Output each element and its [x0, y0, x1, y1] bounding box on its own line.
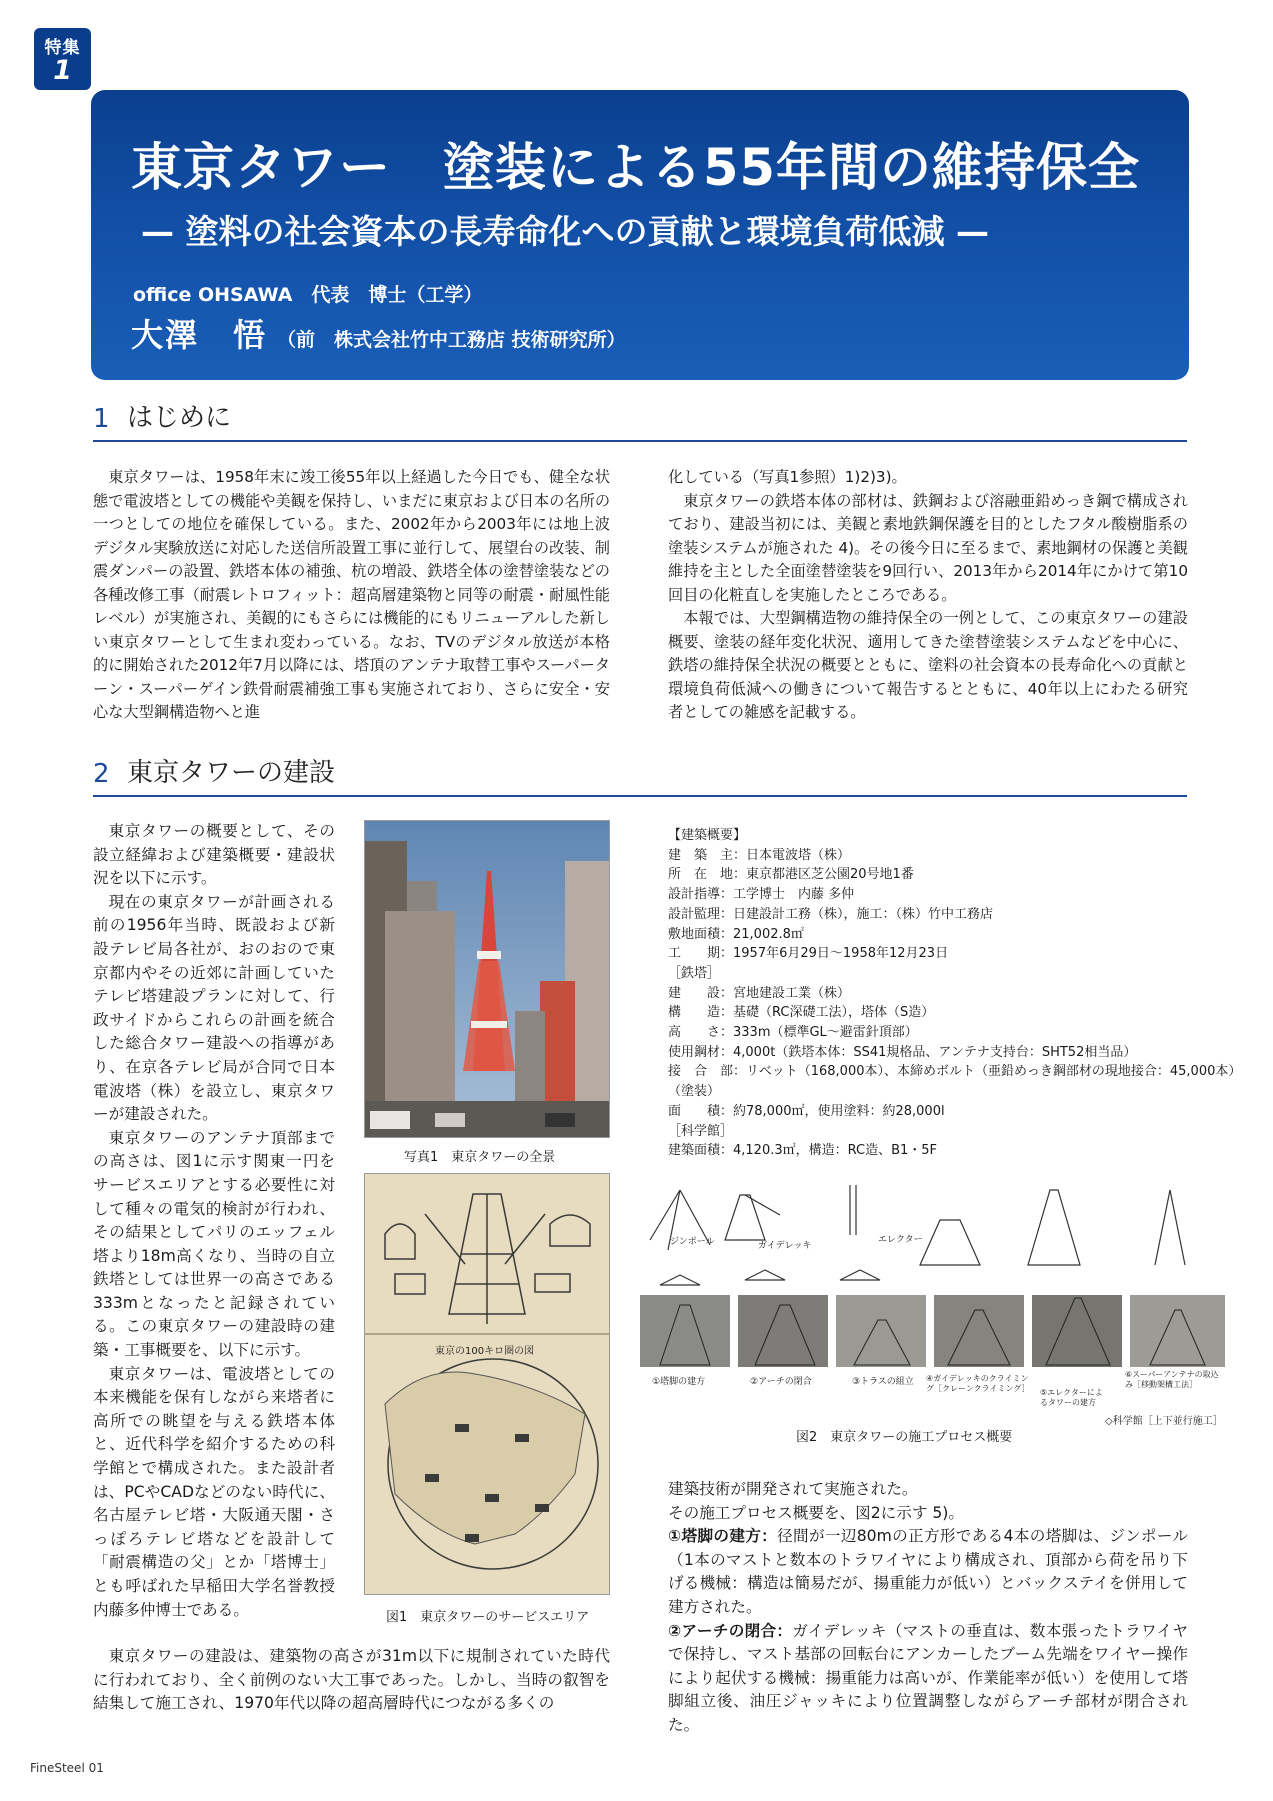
fig2-label-erector: エレクター	[878, 1235, 923, 1245]
fig2-caption: 図2 東京タワーの施工プロセス概要	[796, 1430, 1013, 1445]
fig2-science-hall-note: ◇科学館［上下並行施工］	[1105, 1416, 1223, 1427]
spec-line: 設計監理：日建設計工務（株），施工：（株）竹中工務店	[668, 906, 994, 922]
author-line	[131, 310, 626, 356]
spec-line: ［鉄塔］	[668, 965, 721, 981]
section-number: 2	[93, 759, 110, 789]
tokyo-tower-photo-graphic	[365, 821, 609, 1137]
spec-line: ［科学館］	[668, 1123, 734, 1139]
spec-line: 工 期：1957年6月29日～1958年12月23日	[668, 946, 949, 962]
title-banner	[91, 90, 1189, 380]
photo1-caption: 写真1 東京タワーの全景	[404, 1150, 556, 1165]
spec-line: 高 さ：333m（標準GL～避雷針頂部）	[668, 1025, 918, 1041]
paragraph: 現在の東京タワーが計画される前の1956年当時、既設および新設テレビ局各社が、おのおので東京都内やその近郊に計画していたテレビ塔建設プランに対して、行政サイドからこれらの計画を統合した総合タワー建設への指導があり、在京各テレビ局が合同で日本電波塔（株）を設立し、東京タワーが建設された。	[93, 892, 335, 1124]
fig2-step-6: ⑥スーパーアンテナの取込み［移動架構工法］	[1125, 1370, 1219, 1389]
spec-line: 面 積：約78,000㎡，使用塗料：約28,000l	[668, 1103, 945, 1119]
spec-line: （塗装）	[668, 1084, 721, 1100]
section-heading-2	[93, 755, 1187, 797]
step2-text: ガイデレッキ（マストの垂直は、数本張ったトラワイヤで保持し、マスト基部の回転台にアンカーしたブーム先端をワイヤー操作により起伏する機械：揚重能力は高いが、作業能率が低い）を使用して塔脚組立後、油圧ジャッキにより位置調整しながらアーチ部材が閉合された。	[668, 1621, 1188, 1734]
fig1-caption: 図1 東京タワーのサービスエリア	[386, 1610, 590, 1625]
fig2-step-4: ④ガイデレッキのクライミング［クレーンクライミング］	[926, 1374, 1030, 1393]
fig2-step-2: ②アーチの閉合	[750, 1377, 812, 1387]
paragraph: 東京タワーの建設は、建築物の高さが31m以下に規制されていた時代に行われており、全く前例のない大工事であった。しかし、当時の叡智を結集して施工され、1970年代以降の超高層時代につながる多くの	[93, 1647, 610, 1713]
spec-line: 使用鋼材：4,000t（鉄塔本体：SS41規格品、アンテナ支持台：SHT52相当品）	[668, 1044, 1137, 1060]
spec-line: 所 在 地：東京都港区芝公園20号地1番	[668, 867, 914, 883]
spec-line: 設計指導：工学博士 内藤 多仲	[668, 887, 855, 903]
map-title: 東京の100キロ圏の図	[435, 1346, 535, 1357]
paragraph: 東京タワーは、電波塔としての本来機能を保有しながら来塔者に高所での眺望を与える鉄塔本体と、近代科学を紹介するための科学館とで構成された。また設計者は、PCやCADなどのない時代に、名古屋テレビ塔・大阪通天閣・さっぽろテレビ塔などを設計して「耐震構造の父」とか「塔博士」とも呼ばれた早稲田大学名誉教授 内藤多仲博士である。	[93, 1364, 335, 1619]
spec-line: 構 造：基礎（RC深礎工法），塔体（S造）	[668, 1005, 935, 1021]
section-number: 1	[93, 404, 110, 434]
section1-left-column	[93, 466, 610, 725]
feature-tag-label: 特集	[44, 38, 81, 58]
paragraph: 東京タワーの鉄塔本体の部材は、鉄鋼および溶融亜鉛めっき鋼で構成されており、建設当初には、美観と素地鉄鋼保護を目的としたフタル酸樹脂系の塗装システムが施された 4)。その後今日に至るまで、素地鋼材の保護と美観維持を主とした全面塗替塗装を9回行い、2013年から2014年にかけて第10回目の化粧直しを実施したところである。	[668, 491, 1188, 604]
construction-process-figure	[640, 1180, 1225, 1430]
step2-heading: ②アーチの閉合：	[668, 1621, 793, 1640]
section-title: はじめに	[127, 403, 232, 433]
author-organization: （前 株式会社竹中工務店 技術研究所）	[277, 329, 626, 351]
article-subtitle: — 塗料の社会資本の長寿命化への貢献と環境負荷低減 —	[141, 212, 989, 251]
spec-line: 建 築 主：日本電波塔（株）	[668, 847, 851, 863]
step1-text: 径間が一辺80mの正方形である4本の塔脚は、ジンポール（1本のマストと数本のトラワイヤにより構成され、頂部から荷を吊り下げる機械：構造は簡易だが、揚重能力が低い）とバックステイを併用して建方された。	[668, 1527, 1189, 1616]
spec-line: 敷地面積：21,002.8㎡	[668, 926, 804, 942]
section1-right-column	[668, 466, 1188, 725]
spec-line: 接 合 部：リベット（168,000本）、本締めボルト（亜鉛めっき鋼部材の現地接合：45,000本）	[668, 1064, 1242, 1080]
paragraph	[668, 1620, 1188, 1738]
fig2-step-1: ①塔脚の建方	[652, 1377, 706, 1387]
paragraph	[668, 1525, 1188, 1619]
fig2-step-3: ③トラスの組立	[852, 1377, 914, 1387]
paragraph: 建築技術が開発されて実施された。	[668, 1480, 918, 1498]
service-area-graphic	[365, 1174, 609, 1594]
paragraph: 東京タワーの概要として、その設立経緯および建築概要・建設状況を以下に示す。	[93, 822, 335, 888]
paragraph: 化している（写真1参照）1)2)3)。	[668, 468, 907, 486]
service-area-figure	[364, 1173, 610, 1595]
fig2-label-jinpole: ジンポール	[670, 1237, 715, 1247]
section2-right-column	[668, 1478, 1188, 1738]
section2-bottom-paragraph	[93, 1645, 610, 1716]
feature-tag-number: 1	[53, 55, 72, 86]
section-heading-1	[93, 400, 1187, 442]
author-affiliation: office OHSAWA 代表 博士（工学）	[133, 284, 483, 306]
step1-heading: ①塔脚の建方：	[668, 1527, 778, 1546]
feature-tag	[34, 28, 91, 90]
paragraph: 東京タワーのアンテナ頂部までの高さは、図1に示す関東一円をサービスエリアとする必要性に対して種々の電気的検討が行われ、その結果としてパリのエッフェル塔より18m高くなり、当時の自立鉄塔としては世界一の高さである333mとなったと記録されている。この東京タワーの建設時の建築・工事概要を、以下に示す。	[93, 1128, 335, 1360]
building-overview-spec	[668, 826, 1242, 1161]
paragraph: 東京タワーは、1958年末に竣工後55年以上経過した今日でも、健全な状態で電波塔としての機能や美観を保持し、いまだに東京および日本の名所の一つとしての地位を確保している。また、2002年から2003年には地上波デジタル実験放送に対応した送信所設置工事に並行して、展望台の改装、制震ダンパーの設置、鉄塔本体の補強、杭の増設、鉄塔全体の塗替塗装などの各種改修工事（耐震レトロフィット：超高層建築物と同等の耐震・耐風性能レベル）が実施され、美観的にもさらには機能的にもリニューアルした新しい東京タワーとして生まれ変わっている。なお、TVのデジタル放送が本格的に開始された2012年7月以降には、塔頂のアンテナ取替工事やスーパーターン・スーパーゲイン鉄骨耐震補強工事も実施されており、さらに安全・安心な大型鋼構造物へと進	[93, 468, 610, 721]
paragraph: その施工プロセス概要を、図2に示す 5)。	[668, 1503, 964, 1522]
spec-line: 【建築概要】	[668, 828, 747, 843]
section-title: 東京タワーの建設	[127, 758, 336, 788]
article-title: 東京タワー 塗装による55年間の維持保全	[131, 139, 1140, 198]
author-name: 大澤 悟	[131, 316, 268, 354]
spec-line: 建 設：宮地建設工業（株）	[668, 985, 851, 1001]
fig2-step-5: ⑤エレクターによるタワーの建方	[1040, 1388, 1103, 1407]
tokyo-tower-photo	[364, 820, 610, 1138]
section2-left-column	[93, 820, 335, 1622]
spec-line: 建築面積：4,120.3㎡，構造：RC造、B1・5F	[668, 1143, 938, 1159]
fig2-label-guy-derrick: ガイデレッキ	[758, 1241, 812, 1251]
paragraph: 本報では、大型鋼構造物の維持保全の一例として、この東京タワーの建設概要、塗装の経年変化状況、適用してきた塗替塗装システムなどを中心に、鉄塔の維持保全状況の概要とともに、塗料の社会資本の長寿命化への貢献と環境負荷低減への働きについて報告するとともに、40年以上にわたる研究者としての雑感を記載する。	[668, 609, 1188, 721]
page-footer: FineSteel 01	[30, 1761, 104, 1775]
